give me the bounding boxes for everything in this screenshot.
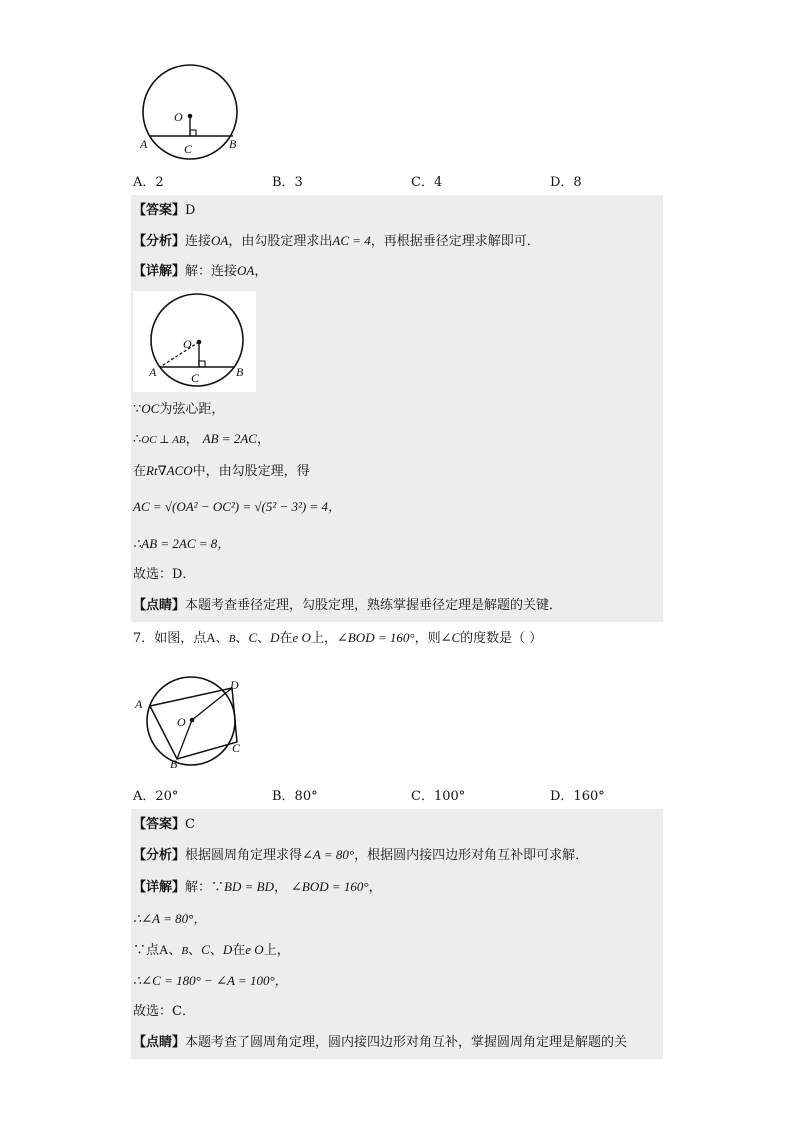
circle-figure-3 bbox=[132, 672, 248, 772]
step-text: 、 bbox=[209, 943, 223, 958]
q7-step-3 bbox=[133, 971, 288, 992]
step-text: ∵点 bbox=[133, 943, 160, 958]
math-arc: BD = BD bbox=[224, 879, 274, 894]
q7-step-2 bbox=[133, 940, 290, 961]
math-oc: OC bbox=[141, 401, 160, 416]
step-text: ， bbox=[256, 432, 270, 447]
answer-value: D bbox=[185, 203, 196, 218]
fig3-label-b: B bbox=[170, 757, 178, 771]
therefore-symbol: ∴ bbox=[133, 432, 142, 447]
math-oa: OA bbox=[211, 233, 229, 248]
stem-text: 的度数是（ ） bbox=[460, 631, 543, 646]
q7-analysis-line bbox=[133, 845, 588, 866]
answer-value: C bbox=[185, 817, 195, 832]
point-d: D bbox=[270, 630, 280, 645]
point-a: A bbox=[159, 942, 169, 957]
q6-options bbox=[133, 171, 663, 191]
q7-detail-line bbox=[133, 877, 382, 898]
math-angle-c: ∠C bbox=[440, 630, 461, 645]
q6-option-c: C．4 bbox=[411, 175, 443, 190]
stem-text: 、 bbox=[257, 631, 271, 646]
point-c: C bbox=[248, 630, 258, 645]
circle-o: e O bbox=[292, 630, 311, 645]
point-d: D bbox=[222, 942, 233, 957]
q7-comment-line bbox=[133, 1033, 627, 1053]
stem-text: ，则 bbox=[414, 631, 441, 646]
q6-choose-line bbox=[133, 565, 195, 585]
math-angle-bod: ∠BOD = 160° bbox=[336, 630, 415, 645]
point-b: B bbox=[181, 945, 189, 957]
math-angle-bod: ∠BOD = 160° bbox=[290, 879, 369, 894]
fig1-label-o: O bbox=[174, 110, 183, 124]
math-ab-result: ∴AB = 2AC = 8， bbox=[133, 536, 231, 551]
q7-option-c: C．100° bbox=[411, 789, 466, 804]
step-text: ， bbox=[185, 432, 199, 447]
comment-text: 本题考查了圆周角定理，圆内接四边形对角互补，掌握圆周角定理是解题的关 bbox=[185, 1035, 628, 1050]
math-angle-a: ∠A = 80° bbox=[302, 847, 355, 862]
q6-option-a: A．2 bbox=[133, 175, 164, 190]
math-ac-formula: AC = √(OA² − OC²) = √(5² − 3²) = 4， bbox=[133, 499, 342, 514]
q6-analysis-line bbox=[133, 231, 540, 252]
fig1-label-c: C bbox=[184, 142, 193, 156]
q7-options bbox=[133, 785, 663, 805]
q7-answer-line bbox=[133, 815, 195, 835]
detail-text: ， bbox=[368, 880, 382, 895]
comment-tag: 【点睛】 bbox=[133, 598, 186, 613]
analysis-text: 连接 bbox=[185, 234, 212, 249]
step-text: 上， bbox=[263, 943, 290, 958]
math-ac: AC = 4 bbox=[332, 233, 371, 248]
q7-stem bbox=[133, 628, 542, 649]
stem-text: 7．如图，点 bbox=[133, 631, 207, 646]
q6-answer-line bbox=[133, 201, 195, 221]
choose-text: 故选：D． bbox=[133, 567, 196, 582]
circle-figure-2 bbox=[133, 291, 256, 392]
step-text: 、 bbox=[188, 943, 202, 958]
fig2-label-a: A bbox=[149, 365, 157, 379]
q7-choose-line bbox=[133, 1002, 195, 1022]
detail-text: 解：连接 bbox=[185, 264, 238, 279]
detail-tag: 【详解】 bbox=[133, 264, 186, 279]
analysis-text: ，由勾股定理求出 bbox=[228, 234, 333, 249]
math-angle-a-result: ∴∠A = 80°， bbox=[133, 911, 207, 926]
step-text: 为弦心距， bbox=[159, 402, 225, 417]
q6-option-b: B．3 bbox=[272, 175, 303, 190]
step-text: 、 bbox=[168, 943, 182, 958]
q6-step-5 bbox=[133, 534, 230, 555]
q6-comment-line bbox=[133, 596, 562, 616]
detail-text: 解：∵ bbox=[185, 880, 225, 895]
q6-detail-line bbox=[133, 261, 267, 282]
step-text: 中，由勾股定理，得 bbox=[192, 464, 310, 479]
stem-text: 、 bbox=[235, 631, 249, 646]
circle-o: e O bbox=[245, 942, 264, 957]
q6-step-1 bbox=[133, 399, 224, 420]
answer-tag: 【答案】 bbox=[133, 817, 186, 832]
stem-text: 、 bbox=[215, 631, 229, 646]
analysis-text: 根据圆周角定理求得 bbox=[185, 848, 303, 863]
analysis-text: ，根据圆内接四边形对角互补即可求解． bbox=[354, 848, 589, 863]
analysis-tag: 【分析】 bbox=[133, 848, 186, 863]
math-ab-eq: AB = 2AC bbox=[202, 431, 257, 446]
point-a: A bbox=[206, 630, 216, 645]
choose-text: 故选：C． bbox=[133, 1004, 195, 1019]
answer-tag: 【答案】 bbox=[133, 203, 186, 218]
fig2-label-c: C bbox=[191, 371, 200, 385]
q6-step-4 bbox=[133, 497, 341, 518]
q6-step-3 bbox=[133, 461, 310, 482]
fig1-label-a: A bbox=[140, 137, 148, 151]
circle-figure-1 bbox=[136, 64, 246, 164]
q7-option-d: D．160° bbox=[550, 789, 605, 804]
fig3-label-o: O bbox=[177, 715, 186, 729]
math-oa: OA bbox=[237, 263, 255, 278]
fig3-label-d: D bbox=[230, 678, 239, 692]
q6-step-2 bbox=[133, 429, 270, 450]
fig1-label-b: B bbox=[229, 137, 237, 151]
comment-tag: 【点睛】 bbox=[133, 1035, 186, 1050]
step-text: 在 bbox=[232, 943, 246, 958]
detail-text: ， bbox=[254, 264, 268, 279]
because-symbol: ∵ bbox=[133, 402, 142, 417]
detail-text: ， bbox=[273, 880, 287, 895]
point-b: B bbox=[228, 633, 236, 645]
detail-tag: 【详解】 bbox=[133, 880, 186, 895]
math-angle-c-result: ∴∠C = 180° − ∠A = 100°， bbox=[133, 973, 288, 988]
analysis-tag: 【分析】 bbox=[133, 234, 186, 249]
fig3-label-a: A bbox=[135, 697, 143, 711]
q7-step-1 bbox=[133, 909, 206, 930]
step-text: 在 bbox=[133, 464, 147, 479]
fig2-label-b: B bbox=[236, 365, 244, 379]
comment-text: 本题考查垂径定理，勾股定理，熟练掌握垂径定理是解题的关键． bbox=[185, 598, 563, 613]
q7-option-a: A．20° bbox=[133, 789, 179, 804]
stem-text: 在 bbox=[279, 631, 293, 646]
q6-option-d: D．8 bbox=[550, 175, 582, 190]
q7-option-b: B．80° bbox=[272, 789, 318, 804]
math-perpendicular: OC ⊥ AB bbox=[141, 434, 186, 446]
fig3-label-c: C bbox=[232, 741, 241, 755]
math-triangle: Rt∇ACO bbox=[146, 463, 193, 478]
fig2-label-o: O bbox=[183, 337, 192, 351]
stem-text: 上， bbox=[310, 631, 337, 646]
analysis-text: ，再根据垂径定理求解即可． bbox=[370, 234, 540, 249]
point-c: C bbox=[201, 942, 210, 957]
